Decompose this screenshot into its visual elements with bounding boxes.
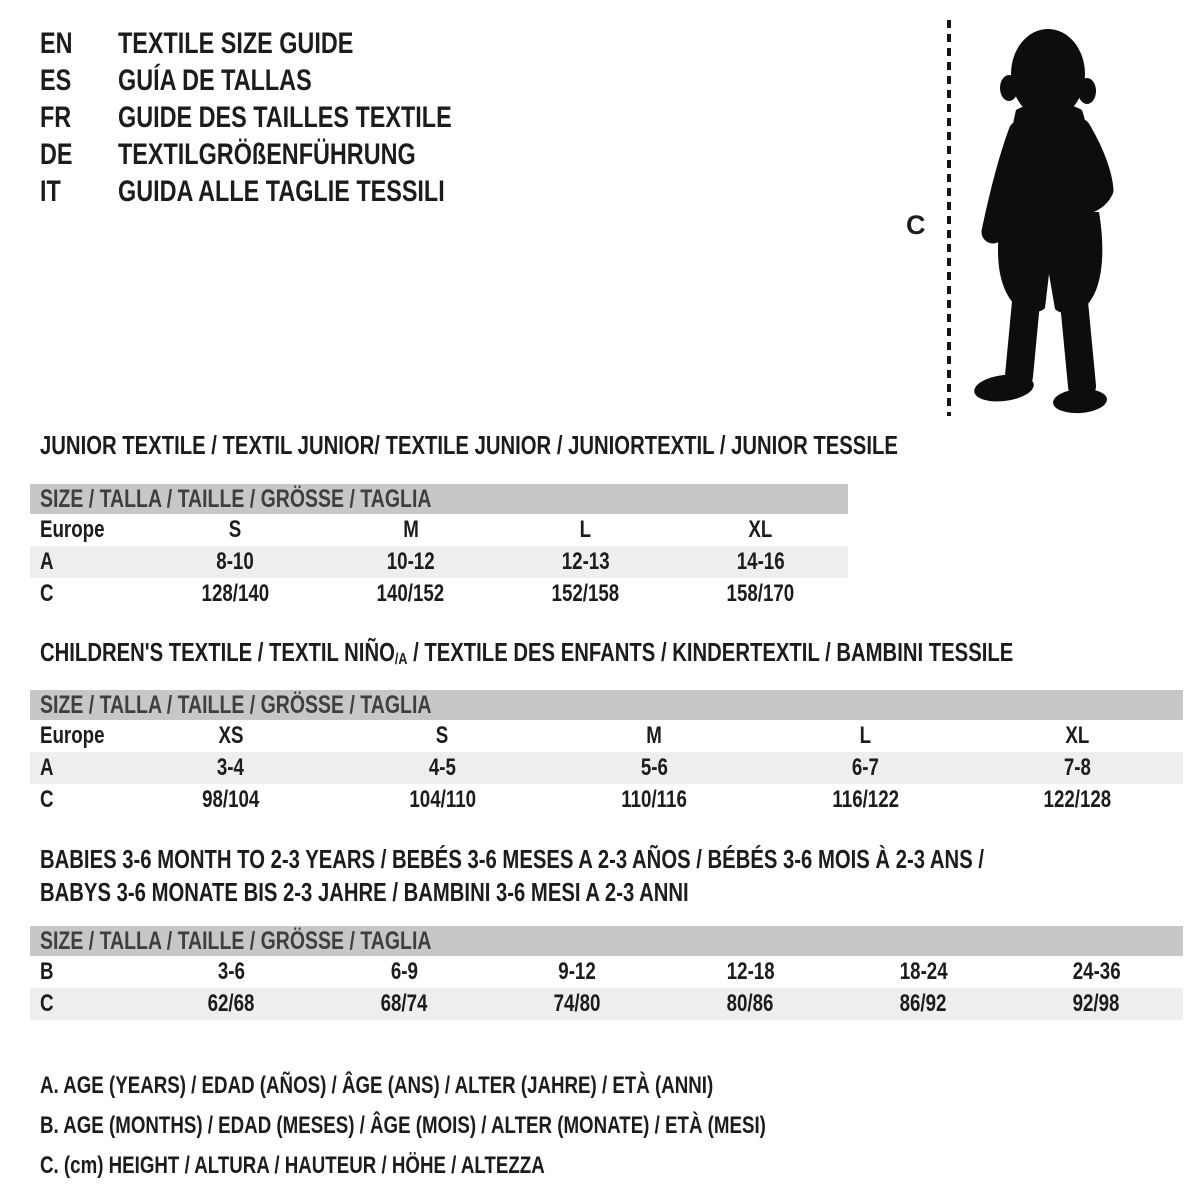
size-cell: 110/116: [621, 786, 687, 813]
title-row-es: [40, 62, 546, 99]
size-cell: 5-6: [640, 754, 668, 781]
language-code: EN: [40, 27, 73, 60]
row-label: A: [40, 754, 54, 781]
row-label: Europe: [40, 722, 105, 749]
size-header-text: SIZE / TALLA / TAILLE / GRÖSSE / TAGLIA: [40, 485, 432, 513]
size-cell: 8-10: [216, 548, 255, 575]
size-cell: XL: [1065, 722, 1090, 749]
children-size-table: [30, 690, 1183, 816]
size-cell: 80/86: [727, 990, 774, 1017]
size-header-bar: [30, 484, 848, 514]
size-cell: 4-5: [428, 754, 456, 781]
row-label: C: [40, 786, 54, 813]
table-row: [30, 784, 1183, 816]
row-label: C: [40, 990, 54, 1017]
table-row: [30, 546, 848, 578]
title-row-de: [40, 136, 546, 173]
measure-legend: [40, 1066, 971, 1186]
size-cell: XL: [748, 516, 773, 543]
toddler-silhouette-icon: [960, 14, 1142, 418]
size-cell: 24-36: [1072, 958, 1121, 985]
size-cell: 7-8: [1063, 754, 1091, 781]
table-row: [30, 988, 1183, 1020]
guide-title: GUIDA ALLE TAGLIE TESSILI: [118, 175, 445, 208]
size-cell: 18-24: [899, 958, 948, 985]
size-cell: 152/158: [551, 580, 620, 607]
language-code: ES: [40, 64, 72, 97]
size-header-bar: [30, 690, 1183, 720]
section-heading-children-text: CHILDREN'S TEXTILE / TEXTIL NIÑO/A / TEXTILE DES ENFANTS / KINDERTEXTIL / BAMBINI TESSILE: [40, 637, 1014, 668]
size-cell: M: [402, 516, 419, 543]
title-row-fr: [40, 99, 546, 136]
language-code: DE: [40, 138, 73, 171]
title-row-it: [40, 173, 546, 210]
size-cell: 6-7: [852, 754, 880, 781]
babies-size-table: [30, 926, 1183, 1020]
size-cell: M: [646, 722, 662, 749]
size-cell: 116/122: [832, 786, 899, 813]
size-cell: 6-9: [390, 958, 419, 985]
language-code: IT: [40, 175, 61, 208]
size-cell: 98/104: [202, 786, 260, 813]
size-cell: 128/140: [201, 580, 270, 607]
size-cell: 9-12: [558, 958, 597, 985]
language-title-list: [40, 25, 546, 210]
row-label: Europe: [40, 516, 105, 543]
section-heading-babies-line1: BABIES 3-6 MONTH TO 2-3 YEARS / BEBÉS 3-6 MESES A 2-3 AÑOS / BÉBÉS 3-6 MOIS À 2-3 ANS /: [40, 844, 984, 874]
row-label: C: [40, 580, 54, 607]
size-cell: 86/92: [900, 990, 947, 1017]
size-header-bar: [30, 926, 1183, 956]
size-cell: 3-6: [217, 958, 246, 985]
table-row: [30, 514, 848, 546]
size-cell: 92/98: [1073, 990, 1120, 1017]
section-heading-babies: [40, 843, 1200, 909]
guide-title: TEXTILGRÖßENFÜHRUNG: [118, 138, 416, 171]
table-row: [30, 752, 1183, 784]
size-cell: 74/80: [554, 990, 601, 1017]
size-cell: 14-16: [736, 548, 785, 575]
legend-b: B. AGE (MONTHS) / EDAD (MESES) / ÂGE (MOIS) / ALTER (MONATE) / ETÀ (MESI): [40, 1112, 766, 1139]
height-measure-label: C: [906, 210, 926, 240]
section-heading-children: [40, 637, 1200, 671]
size-cell: 10-12: [386, 548, 435, 575]
size-cell: 140/152: [376, 580, 445, 607]
section-heading-babies-line2: BABYS 3-6 MONATE BIS 2-3 JAHRE / BAMBINI 3-6 MESI A 2-3 ANNI: [40, 877, 689, 907]
size-cell: L: [579, 516, 592, 543]
size-cell: S: [229, 516, 242, 543]
section-heading-junior-text: JUNIOR TEXTILE / TEXTIL JUNIOR/ TEXTILE JUNIOR / JUNIORTEXTIL / JUNIOR TESSILE: [40, 430, 898, 460]
legend-a: A. AGE (YEARS) / EDAD (AÑOS) / ÂGE (ANS) / ALTER (JAHRE) / ETÀ (ANNI): [40, 1072, 714, 1099]
row-label: B: [40, 958, 54, 985]
section-heading-junior: [40, 430, 1140, 460]
size-cell: 158/170: [726, 580, 795, 607]
title-row-en: [40, 25, 546, 62]
table-row: [30, 956, 1183, 988]
size-cell: XS: [218, 722, 244, 749]
legend-c: C. (cm) HEIGHT / ALTURA / HAUTEUR / HÖHE / ALTEZZA: [40, 1152, 545, 1179]
size-cell: S: [436, 722, 449, 749]
row-label: A: [40, 548, 54, 575]
size-header-text: SIZE / TALLA / TAILLE / GRÖSSE / TAGLIA: [40, 691, 432, 719]
size-cell: 122/128: [1043, 786, 1112, 813]
size-cell: 12-18: [726, 958, 775, 985]
guide-title: TEXTILE SIZE GUIDE: [118, 27, 354, 60]
table-row: [30, 720, 1183, 752]
size-cell: 104/110: [409, 786, 476, 813]
size-cell: 62/68: [208, 990, 255, 1017]
size-cell: 3-4: [217, 754, 245, 781]
size-cell: L: [859, 722, 872, 749]
size-cell: 68/74: [381, 990, 428, 1017]
nino-a-subscript: /A: [394, 650, 408, 668]
junior-size-table: [30, 484, 848, 610]
size-cell: 12-13: [561, 548, 610, 575]
guide-title: GUÍA DE TALLAS: [118, 64, 312, 97]
size-header-text: SIZE / TALLA / TAILLE / GRÖSSE / TAGLIA: [40, 927, 432, 955]
table-row: [30, 578, 848, 610]
height-measure-line: [947, 20, 951, 416]
language-code: FR: [40, 101, 72, 134]
guide-title: GUIDE DES TAILLES TEXTILE: [118, 101, 452, 134]
